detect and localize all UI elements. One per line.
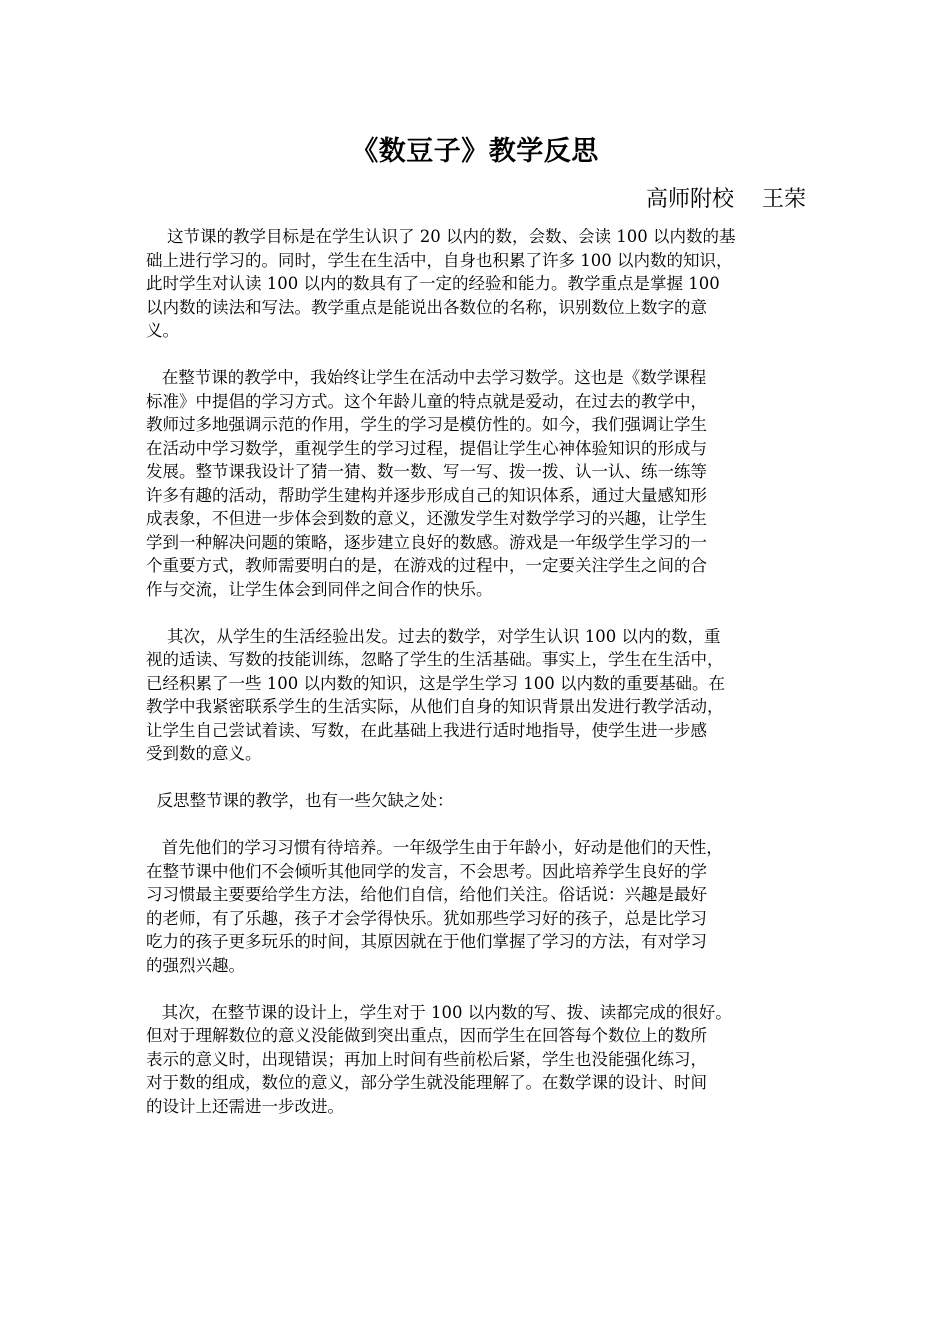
paragraph [146, 1001, 810, 1119]
paragraph-line: 但对于理解数位的意义没能做到突出重点，因而学生在回答每个数位上的数所 [146, 1026, 707, 1045]
paragraph-line: 受到数的意义。 [146, 744, 262, 763]
paragraph-line: 在活动中学习数学，重视学生的学习过程，提倡让学生心神体验知识的形成与 [146, 438, 707, 458]
paragraph-line: 在整节课的教学中，我始终让学生在活动中去学习数学。这也是《数学课程 [146, 368, 707, 387]
paragraph-line: 视的适读、写数的技能训练，忽略了学生的生活基础。事实上，学生在生活中， [146, 650, 724, 669]
paragraph-line: 的强烈兴趣。 [146, 955, 245, 975]
paragraph-line: 个重要方式，教师需要明白的是，在游戏的过程中，一定要关注学生之间的合 [146, 556, 707, 575]
paragraph-line: 教学中我紧密联系学生的生活实际，从他们自身的知识背景出发进行教学活动， [146, 697, 724, 716]
paragraph-line: 作与交流，让学生体会到同伴之间合作的快乐。 [146, 579, 493, 599]
document-title: 《数豆子》教学反思 [351, 136, 599, 167]
paragraph [146, 789, 810, 813]
paragraph-line: 让学生自己尝试着读、写数，在此基础上我进行适时地指导，使学生进一步感 [146, 720, 707, 740]
paragraph-line: 其次，在整节课的设计上，学生对于 100 以内数的写、拨、读都完成的很好。 [146, 1002, 732, 1022]
paragraph-line: 许多有趣的活动，帮助学生建构并逐步形成自己的知识体系，通过大量感知形 [146, 485, 707, 505]
paragraph-line: 其次，从学生的生活经验出发。过去的数学，对学生认识 100 以内的数，重 [146, 626, 721, 646]
paragraph-line: 义。 [146, 321, 179, 340]
paragraph-line: 对于数的组成，数位的意义，部分学生就没能理解了。在数学课的设计、时间 [146, 1073, 707, 1092]
author-line: 高师附校 王荣 [646, 187, 806, 212]
paragraph-line: 习习惯最主要要给学生方法，给他们自信，给他们关注。俗话说：兴趣是最好 [146, 885, 707, 904]
paragraph-line: 发展。整节课我设计了猜一猜、数一数、写一写、拨一拨、认一认、练一练等 [146, 462, 707, 481]
paragraph-line: 础上进行学习的。同时，学生在生活中，自身也积累了许多 100 以内数的知识， [146, 250, 733, 270]
paragraph [146, 366, 810, 601]
paragraph-line: 已经积累了一些 100 以内数的知识，这是学生学习 100 以内数的重要基础。在 [146, 673, 725, 693]
paragraph-line: 吃力的孩子更多玩乐的时间，其原因就在于他们掌握了学习的方法，有对学习 [146, 932, 707, 951]
paragraph-line: 成表象，不但进一步体会到数的意义，还激发学生对数学学习的兴趣，让学生 [146, 509, 707, 528]
paragraph-line: 以内数的读法和写法。教学重点是能说出各数位的名称，识别数位上数字的意 [146, 297, 707, 317]
paragraph [146, 225, 810, 343]
paragraph-line: 的老师，有了乐趣，孩子才会学得快乐。犹如那些学习好的孩子，总是比学习 [146, 908, 707, 928]
paragraph-line: 在整节课中他们不会倾听其他同学的发言，不会思考。因此培养学生良好的学 [146, 861, 707, 881]
paragraph [146, 625, 810, 766]
paragraph-line: 标准》中提倡的学习方式。这个年龄儿童的特点就是爱动，在过去的教学中， [146, 391, 707, 411]
document-body [146, 225, 810, 1142]
paragraph-line: 的设计上还需进一步改进。 [146, 1096, 344, 1116]
paragraph-line: 这节课的教学目标是在学生认识了 20 以内的数，会数、会读 100 以内数的基 [146, 227, 736, 246]
paragraph-line: 此时学生对认读 100 以内的数具有了一定的经验和能力。教学重点是掌握 100 [146, 274, 720, 293]
paragraph-line: 首先他们的学习习惯有待培养。一年级学生由于年龄小，好动是他们的天性， [146, 838, 723, 857]
paragraph-line: 表示的意义时，出现错误；再加上时间有些前松后紧，学生也没能强化练习， [146, 1049, 707, 1069]
paragraph-line: 学到一种解决问题的策略，逐步建立良好的数感。游戏是一年级学生学习的一 [146, 532, 707, 552]
paragraph-line: 教师过多地强调示范的作用，学生的学习是模仿性的。如今，我们强调让学生 [146, 415, 707, 434]
paragraph-line: 反思整节课的教学，也有一些欠缺之处： [146, 791, 454, 810]
paragraph [146, 836, 810, 977]
